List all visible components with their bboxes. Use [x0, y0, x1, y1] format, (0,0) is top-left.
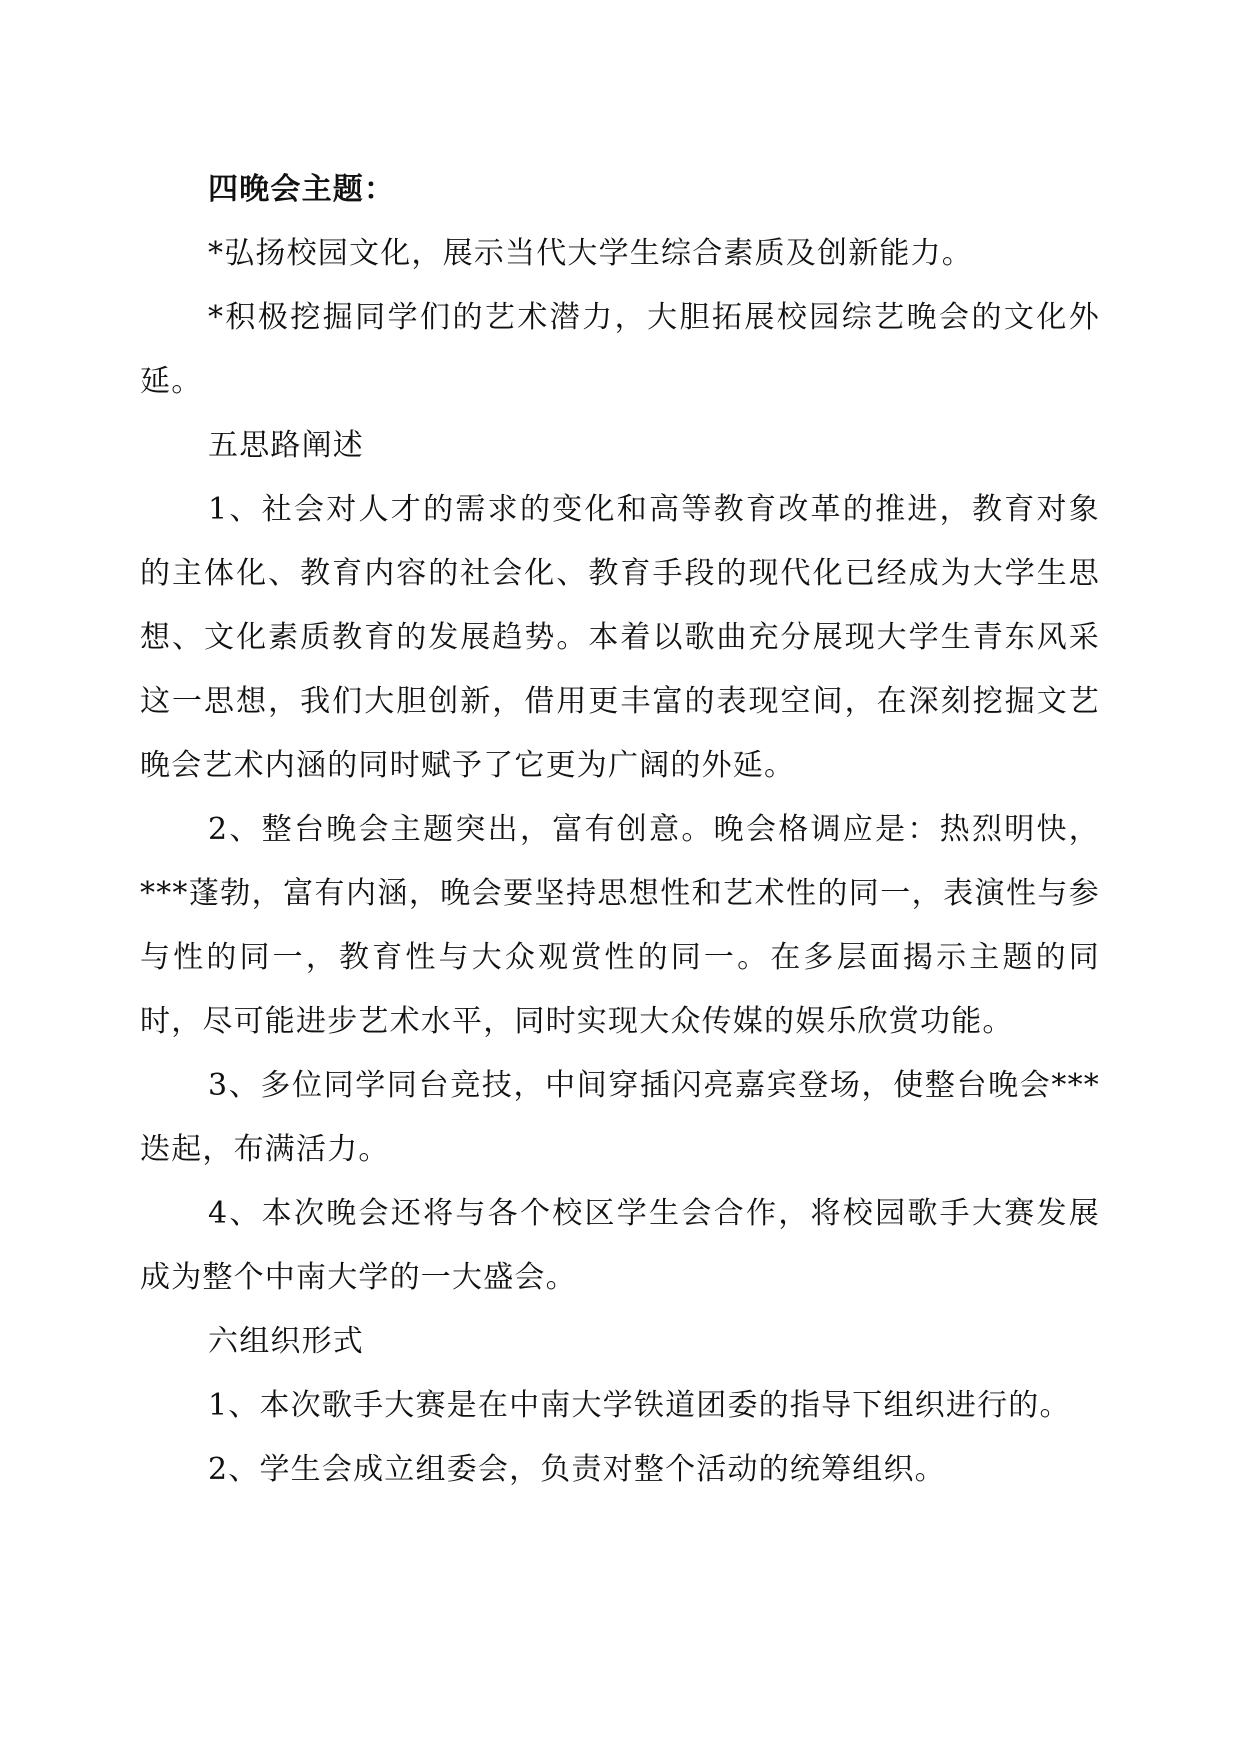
- organization-paragraph-2: 2、学生会成立组委会，负责对整个活动的统筹组织。: [208, 1452, 946, 1487]
- section-heading-theme: 四晚会主题：: [208, 172, 396, 207]
- section-heading-organization: 六组织形式: [208, 1324, 364, 1359]
- approach-paragraph-2: 2、整台晚会主题突出，富有创意。晚会格调应是：热烈明快，***蓬勃，富有内涵，晚会要坚持思想性和艺术性的同一，表演性与参与性的同一，教育性与大众观赏性的同一。在多层面揭示主题的同时，尽可能进步艺术水平，同时实现大众传媒的娱乐欣赏功能。: [140, 812, 1100, 1039]
- approach-paragraph-3: 3、多位同学同台竞技，中间穿插闪亮嘉宾登场，使整台晚会***迭起，布满活力。: [140, 1068, 1100, 1167]
- organization-paragraph-1: 1、本次歌手大赛是在中南大学铁道团委的指导下组织进行的。: [208, 1388, 1071, 1423]
- theme-point-2: *积极挖掘同学们的艺术潜力，大胆拓展校园综艺晚会的文化外延。: [140, 300, 1100, 399]
- theme-point-1: *弘扬校园文化，展示当代大学生综合素质及创新能力。: [208, 236, 973, 271]
- approach-paragraph-4: 4、本次晚会还将与各个校区学生会合作，将校园歌手大赛发展成为整个中南大学的一大盛会。: [140, 1196, 1100, 1295]
- document-body: [140, 158, 1100, 1502]
- section-heading-approach: 五思路阐述: [208, 428, 364, 463]
- approach-paragraph-1: 1、社会对人才的需求的变化和高等教育改革的推进，教育对象的主体化、教育内容的社会化、教育手段的现代化已经成为大学生思想、文化素质教育的发展趋势。本着以歌曲充分展现大学生青东风采这一思想，我们大胆创新，借用更丰富的表现空间，在深刻挖掘文艺晚会艺术内涵的同时赋予了它更为广阔的外延。: [140, 492, 1100, 783]
